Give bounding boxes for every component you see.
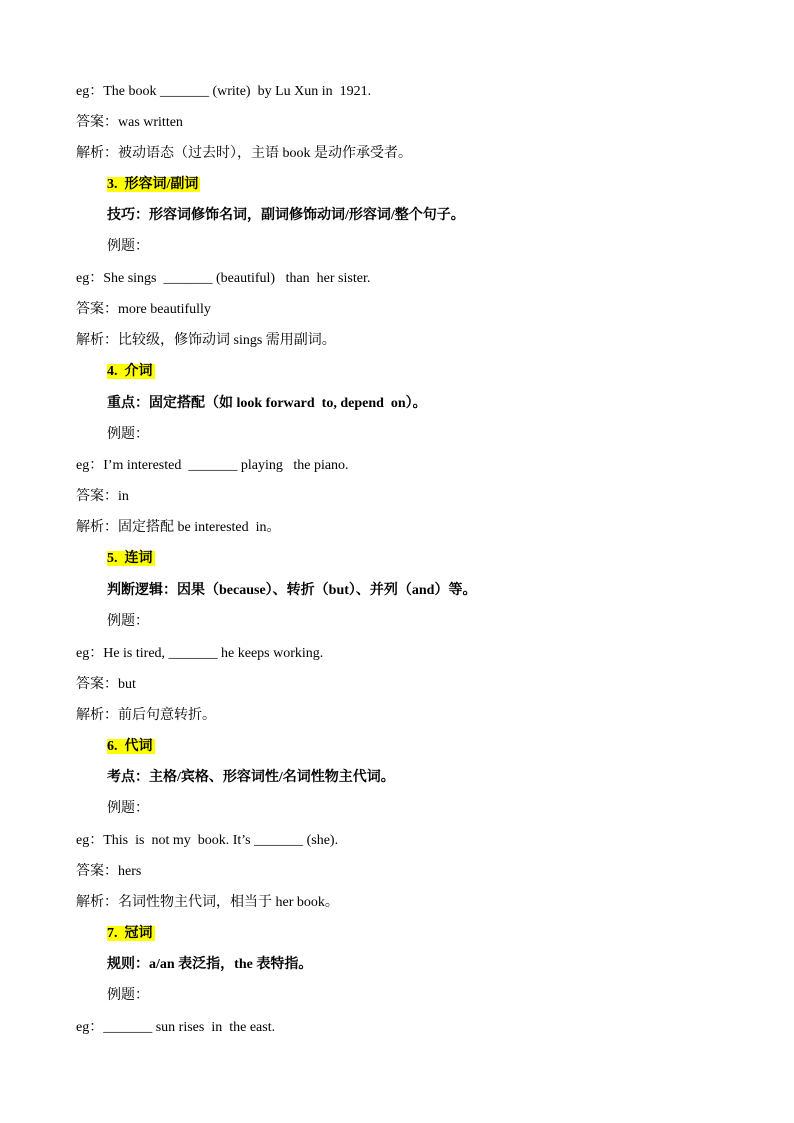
analysis-line: 解析：固定搭配 be interested in。 [76, 520, 281, 535]
tip-line: 重点：固定搭配（如 look forward to, depend on）。 [107, 396, 427, 411]
answer-line: 答案：hers [76, 864, 142, 879]
answer-line: 答案：was written [76, 115, 183, 130]
tip-line: 判断逻辑：因果（because）、转折（but）、并列（and）等。 [107, 583, 477, 598]
section-heading [107, 550, 155, 568]
section-heading-label: 5. 连词 [107, 551, 153, 566]
tip-line: 考点：主格/宾格、形容词性/名词性物主代词。 [107, 770, 395, 785]
answer-line: 答案：in [76, 489, 129, 504]
section-heading-label: 7. 冠词 [107, 926, 153, 941]
section-heading [107, 738, 155, 756]
section-heading-label: 4. 介词 [107, 364, 153, 379]
example-sentence: eg：This is not my book. It’s _______ (she). [76, 833, 339, 848]
example-label: 例题： [107, 614, 149, 629]
answer-line: 答案：but [76, 677, 136, 692]
analysis-line: 解析：比较级，修饰动词 sings 需用副词。 [76, 333, 336, 348]
analysis-line: 解析：前后句意转折。 [76, 708, 216, 723]
example-label: 例题： [107, 239, 149, 254]
section-heading [107, 363, 155, 381]
example-label: 例题： [107, 427, 149, 442]
example-sentence: eg：I’m interested _______ playing the piano. [76, 458, 349, 473]
example-sentence: eg：He is tired, _______ he keeps working. [76, 646, 324, 661]
tip-line: 规则：a/an 表泛指，the 表特指。 [107, 957, 313, 972]
section-heading-label: 6. 代词 [107, 739, 153, 754]
analysis-line: 解析：名词性物主代词，相当于 her book。 [76, 895, 339, 910]
section-heading-label: 3. 形容词/副词 [107, 177, 199, 192]
example-sentence: eg：The book _______ (write) by Lu Xun in 1921. [76, 84, 372, 99]
analysis-line: 解析：被动语态（过去时），主语 book 是动作承受者。 [76, 146, 412, 161]
section-heading [107, 176, 200, 194]
example-sentence: eg：_______ sun rises in the east. [76, 1020, 276, 1035]
example-label: 例题： [107, 988, 149, 1003]
tip-line: 技巧：形容词修饰名词，副词修饰动词/形容词/整个句子。 [107, 208, 465, 223]
example-sentence: eg：She sings _______ (beautiful) than her sister. [76, 271, 371, 286]
section-heading [107, 925, 155, 943]
answer-line: 答案：more beautifully [76, 302, 211, 317]
example-label: 例题： [107, 801, 149, 816]
